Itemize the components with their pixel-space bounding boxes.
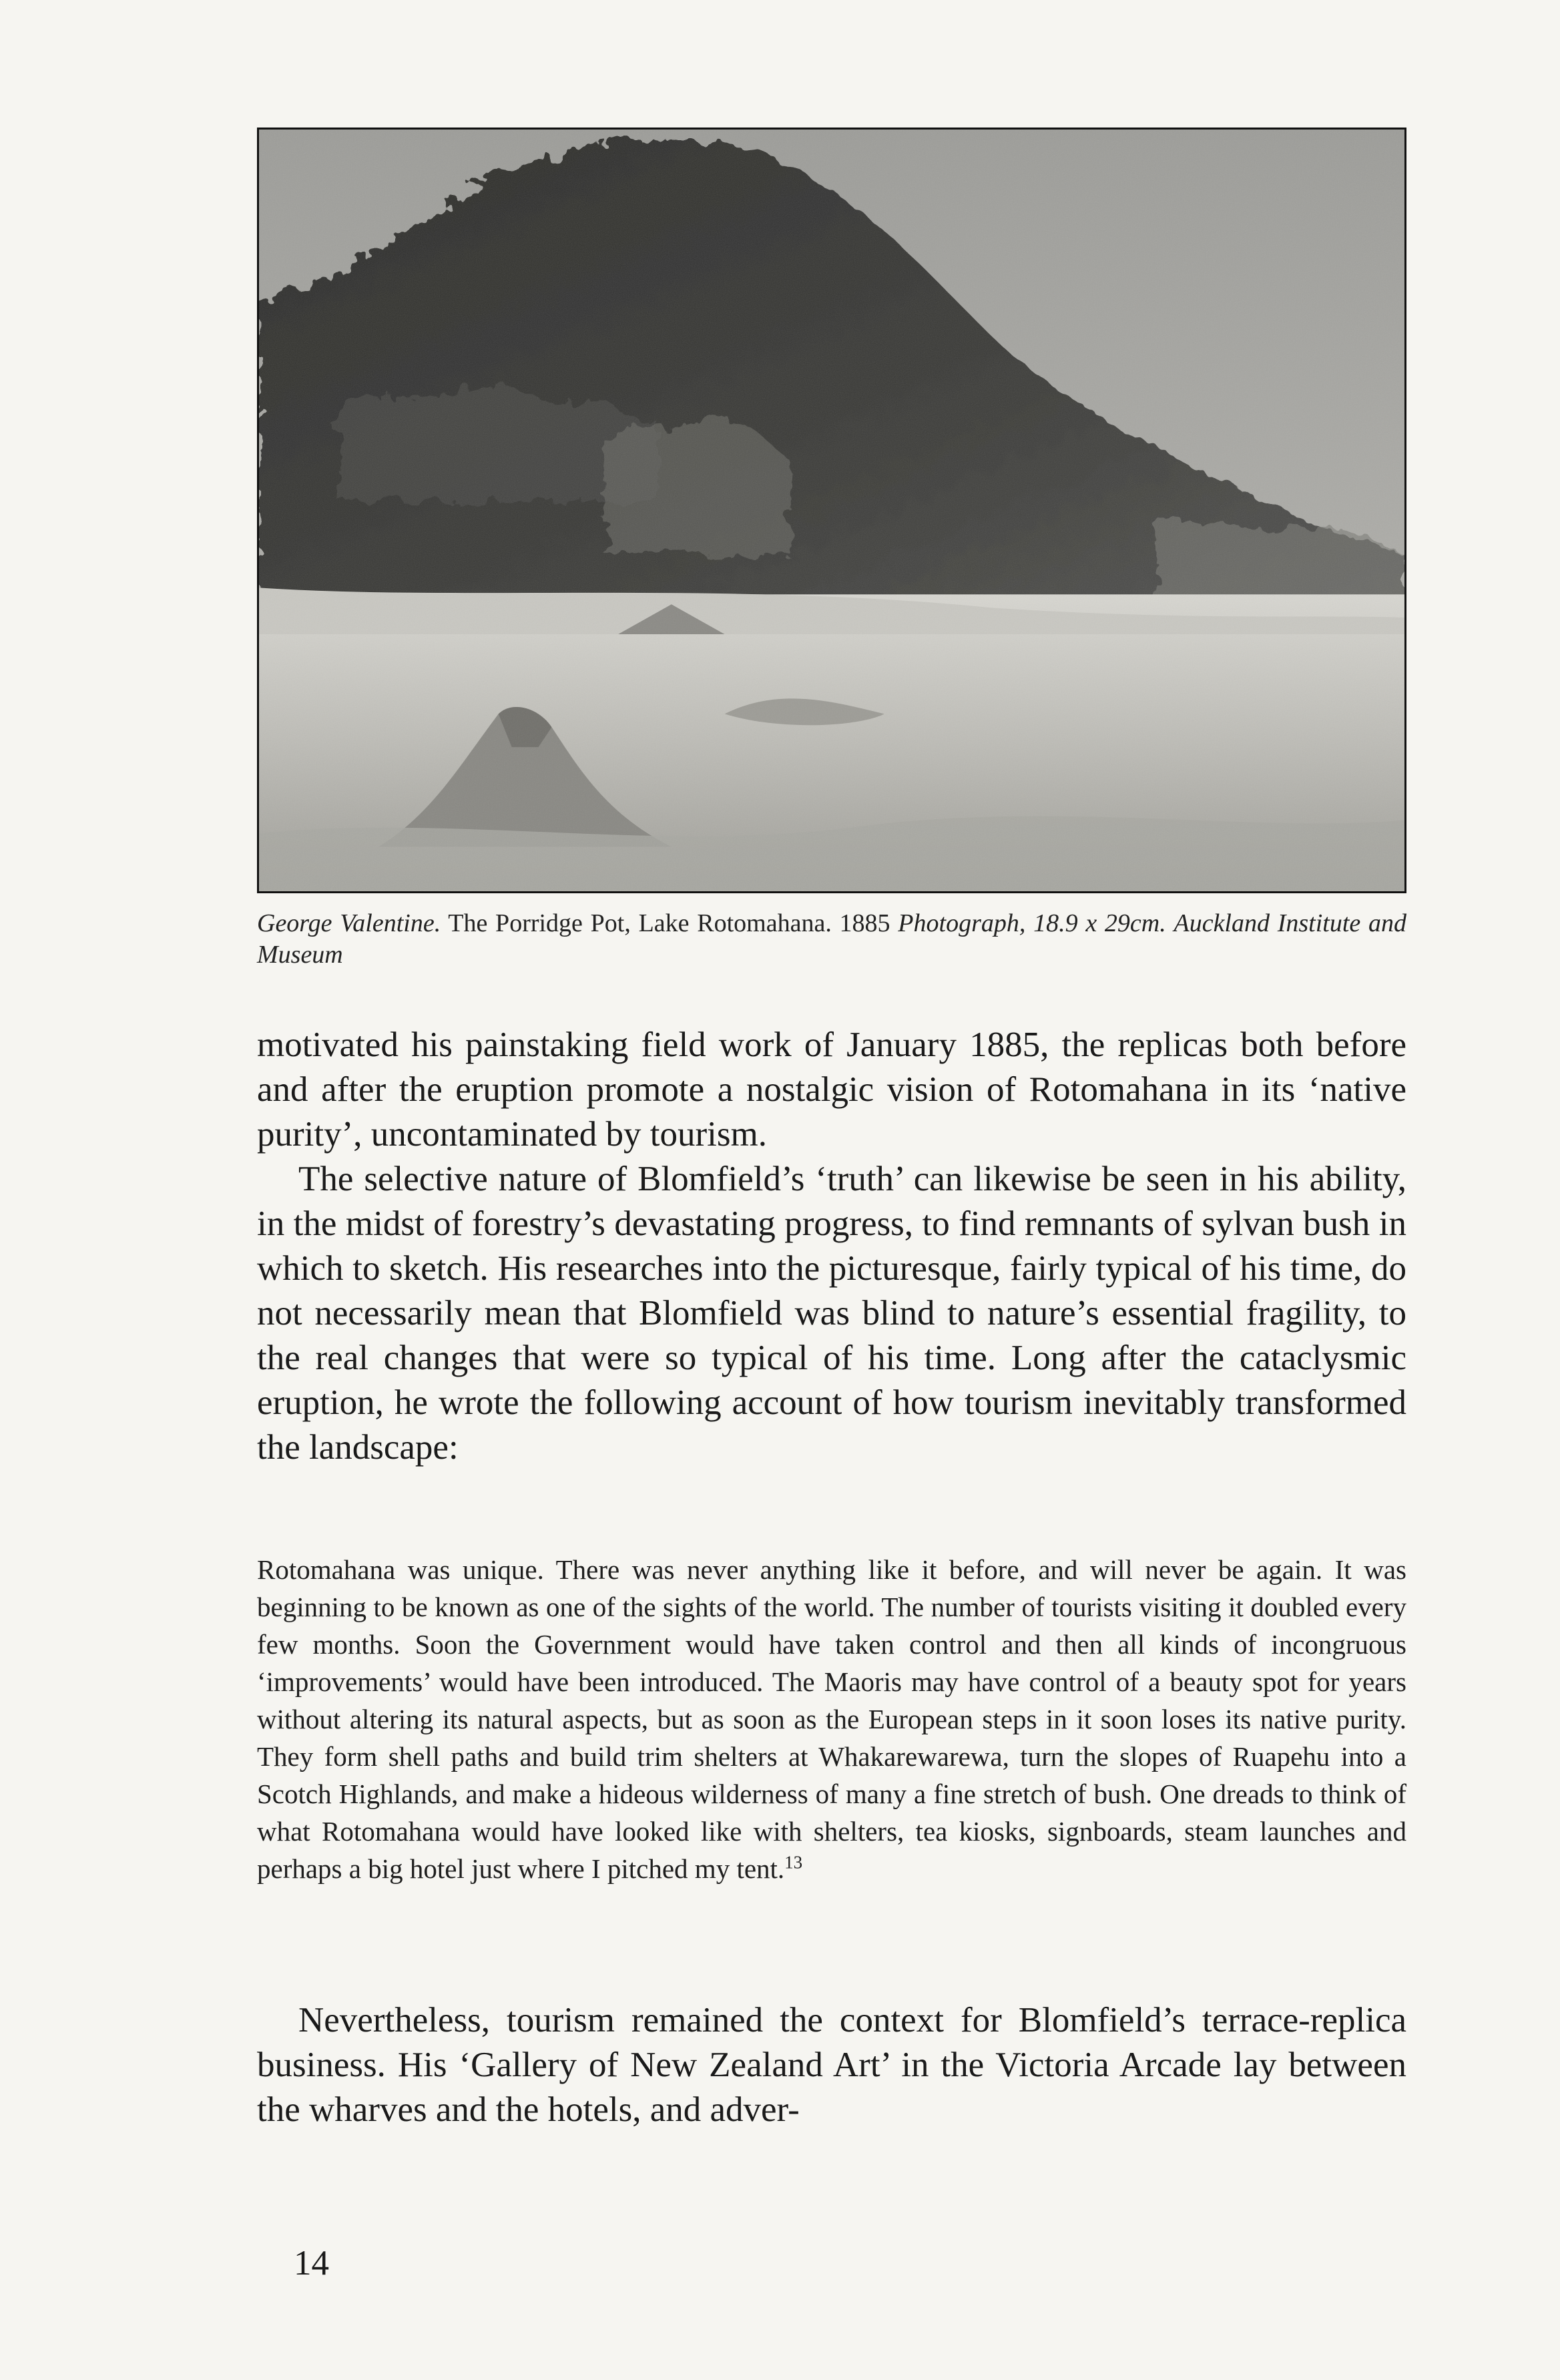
paragraph-1: motivated his painstaking field work of January 1885, the replicas both before and after the eruption promote a nostalgic vision of Rotomahana in its ‘native purity’, uncontaminated by tourism. [257,1025,1406,1154]
figure-caption [257,908,1406,971]
paragraph-2: The selective nature of Blomfield’s ‘truth’ can likewise be seen in his ability, in the midst of forestry’s devastating progress, to find remnants of sylvan bush in which to sketch. His researches into the picturesque, fairly typical of his time, do not necessarily mean that Blomfield was blind to nature’s essential fragility, to the real changes that were so typical of his time. Long after the cataclysmic eruption, he wrote the following account of how tourism inevitably transformed the landscape: [257,1160,1406,1467]
caption-collection: Auckland Institute and Museum [257,909,1406,969]
footnote-reference: 13 [784,1852,803,1873]
caption-medium: Photograph, [898,909,1026,937]
photograph-porridge-pot [257,128,1406,893]
caption-artist: George Valentine. [257,909,441,937]
photo-landscape-illustration [259,130,1404,891]
quote-text: Rotomahana was unique. There was never anything like it before, and will never be again. It was beginning to be known as one of the sights of the world. The number of tourists visiting it doubled every few months. Soon the Government would have taken control and then all kinds of incongruous ‘improvements’ would have been introduced. The Maoris may have control of a beauty spot for years without altering its natural aspects, but as soon as the European steps in it soon loses its native purity. They form shell paths and build trim shelters at Whakarewarewa, turn the slopes of Ruapehu into a Scotch Highlands, and make a hideous wilderness of many a fine stretch of bush. One dreads to think of what Rotomahana would have looked like with shelters, tea kiosks, signboards, steam launches and perhaps a big hotel just where I pitched my tent. [257,1554,1406,1884]
caption-size: 18.9 x 29cm. [1033,909,1166,937]
caption-title: The Porridge Pot, Lake Rotomahana. 1885 [448,909,890,937]
paragraph-3: Nevertheless, tourism remained the context for Blomfield’s terrace-replica business. His ‘Gallery of New Zealand Art’ in the Victoria Arcade lay between the wharves and the hotels, and adver- [257,2001,1406,2129]
block-quote [257,1551,1406,1887]
page-number: 14 [294,2244,329,2283]
